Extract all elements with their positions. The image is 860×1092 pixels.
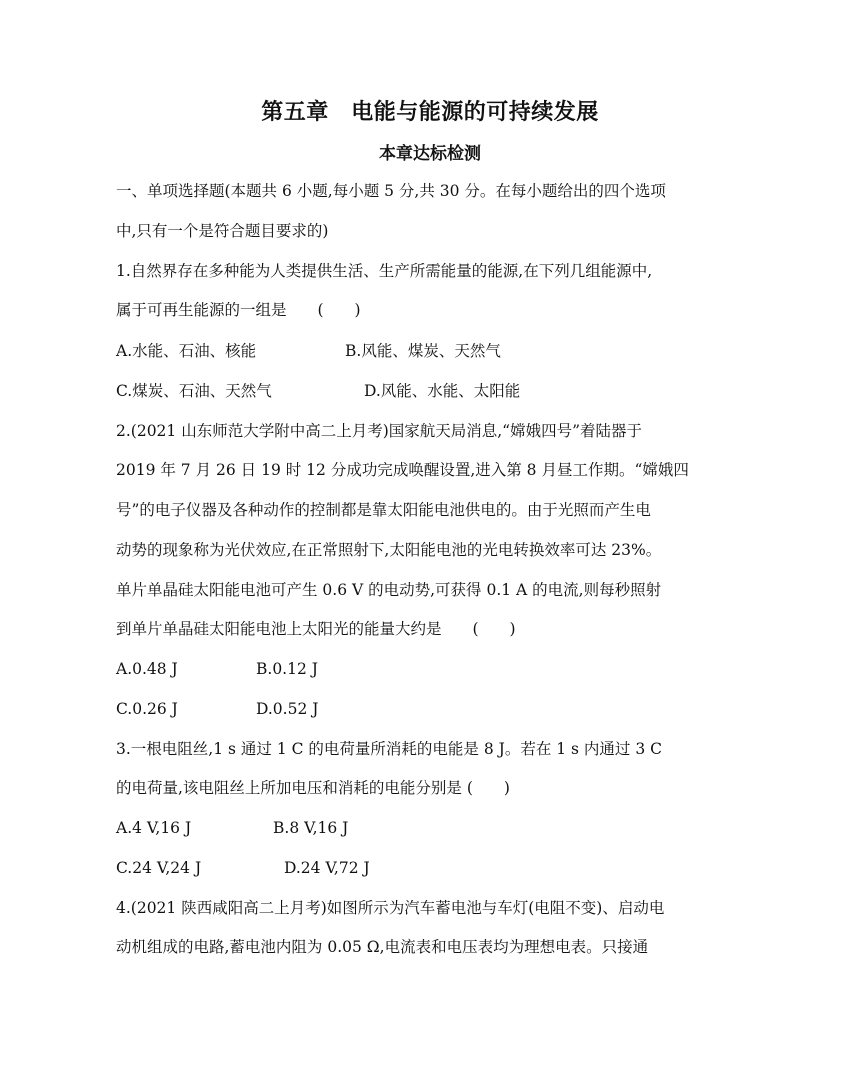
question-text: 1.自然界存在多种能为人类提供生活、生产所需能量的能源,在下列几组能源中,	[116, 262, 653, 280]
question-text: 属于可再生能源的一组是 ( )	[116, 301, 361, 319]
option-d: D.风能、水能、太阳能	[364, 382, 521, 400]
question-text: 的电荷量,该电阻丝上所加电压和消耗的电能分别是 ( )	[116, 779, 510, 797]
option-a: A.4 V,16 J	[116, 819, 192, 837]
section-heading-line: 中,只有一个是符合题目要求的)	[116, 222, 329, 240]
option-b: B.0.12 J	[256, 660, 318, 678]
page-title: 第五章 电能与能源的可持续发展	[261, 100, 599, 125]
question-text: 到单片单晶硅太阳能电池上太阳光的能量大约是 ( )	[116, 620, 516, 638]
question-text: 动势的现象称为光伏效应,在正常照射下,太阳能电池的光电转换效率可达 23%。	[116, 541, 662, 559]
section-heading-line: 一、单项选择题(本题共 6 小题,每小题 5 分,共 30 分。在每小题给出的四个选项	[116, 182, 666, 200]
option-a: A.0.48 J	[116, 660, 178, 678]
question-text: 4.(2021 陕西咸阳高二上月考)如图所示为汽车蓄电池与车灯(电阻不变)、启动电	[116, 899, 665, 917]
option-c: C.0.26 J	[116, 700, 178, 718]
option-c: C.煤炭、石油、天然气	[116, 382, 272, 400]
question-text: 单片单晶硅太阳能电池可产生 0.6 V 的电动势,可获得 0.1 A 的电流,则每秒照射	[116, 581, 662, 599]
page-subtitle: 本章达标检测	[379, 144, 481, 164]
option-a: A.水能、石油、核能	[116, 342, 257, 360]
option-d: D.24 V,72 J	[284, 859, 370, 877]
question-text: 3.一根电阻丝,1 s 通过 1 C 的电荷量所消耗的电能是 8 J。若在 1 s 内通过 3 C	[116, 740, 662, 758]
option-b: B.风能、煤炭、天然气	[345, 342, 501, 360]
option-b: B.8 V,16 J	[273, 819, 349, 837]
question-text: 2.(2021 山东师范大学附中高二上月考)国家航天局消息,“嫦娥四号”着陆器于	[116, 422, 643, 440]
option-d: D.0.52 J	[256, 700, 319, 718]
question-text: 号”的电子仪器及各种动作的控制都是靠太阳能电池供电的。由于光照而产生电	[116, 501, 651, 519]
question-text: 动机组成的电路,蓄电池内阻为 0.05 Ω,电流表和电压表均为理想电表。只接通	[116, 938, 649, 956]
question-text: 2019 年 7 月 26 日 19 时 12 分成功完成唤醒设置,进入第 8 月昼工作期。“嫦娥四	[116, 461, 689, 479]
option-c: C.24 V,24 J	[116, 859, 202, 877]
